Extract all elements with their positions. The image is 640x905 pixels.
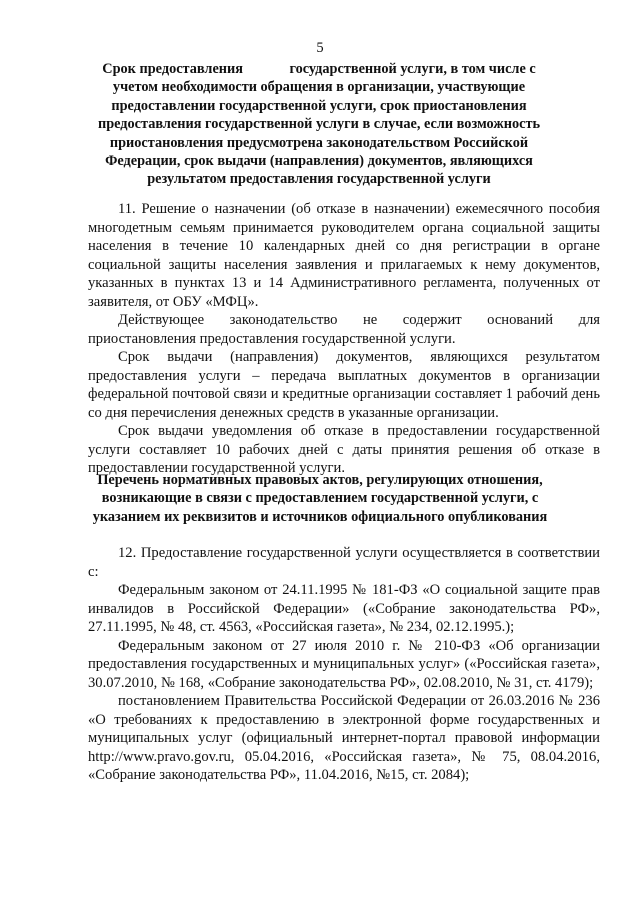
- section-heading-service-terms: Срок предоставления государственной услуги, в том числе с учетом необходимости обращения в организации, участвующие предоставлении государственной услуги, срок приостановления предоставления государственной услуги в случае, если возможность приостановления предусмотрена законодательством Российской Федерации, срок выдачи (направления) документов, являющихся результатом предоставления государственной услуги: [97, 61, 541, 188]
- section-body-legal-acts: [88, 544, 600, 785]
- paragraph: Действующее законодательство не содержит оснований для приостановления предоставления государственной услуги.: [88, 312, 600, 347]
- paragraph: постановлением Правительства Российской Федерации от 26.03.2016 № 236 «О требованиях к предоставлению в электронной форме государственных и муниципальных услуг (официальный интернет-портал правовой информации http://www.pravo.gov.ru, 05.04.2016, «Российская газета», № 75, 08.04.2016, «Собрание законодательства РФ», 11.04.2016, №15, ст. 2084);: [88, 693, 600, 783]
- section-heading-legal-acts: Перечень нормативных правовых актов, регулирующих отношения, возникающие в связи с предоставлением государственной услуги, с указанием их реквизитов и источников официального опубликования: [92, 472, 548, 525]
- paragraph: 12. Предоставление государственной услуги осуществляется в соответствии с:: [88, 545, 600, 580]
- paragraph: 11. Решение о назначении (об отказе в назначении) ежемесячного пособия многодетным семьям принимается руководителем органа социальной защиты населения в течение 10 календарных дней со дня регистрации в органе социальной защиты населения заявления и прилагаемых к нему документов, указанных в пунктах 13 и 14 Административного регламента, полученных от заявителя, от ОБУ «МФЦ».: [88, 201, 600, 310]
- paragraph: Срок выдачи (направления) документов, являющихся результатом предоставления услуги – передача выплатных документов в организации федеральной почтовой связи и кредитные организации составляет 1 рабочий день со дня перечисления денежных средств в указанные организации.: [88, 349, 600, 421]
- paragraph: Федеральным законом от 27 июля 2010 г. № 210-ФЗ «Об организации предоставления государственных и муниципальных услуг» («Российская газета», 30.07.2010, № 168, «Собрание законодательства РФ», 02.08.2010, № 31, ст. 4179);: [88, 637, 600, 691]
- section-body-service-terms: [88, 200, 600, 478]
- paragraph: Срок выдачи уведомления об отказе в предоставлении государственной услуги составляет 10 рабочих дней с даты принятия решения об отказе в предоставлении государственной услуги.: [88, 423, 600, 476]
- paragraph: Федеральным законом от 24.11.1995 № 181-ФЗ «О социальной защите прав инвалидов в Российской Федерации» («Собрание законодательства РФ», 27.11.1995, № 48, ст. 4563, «Российская газета», № 234, 02.12.1995.);: [88, 582, 600, 635]
- page-number: 5: [316, 40, 324, 56]
